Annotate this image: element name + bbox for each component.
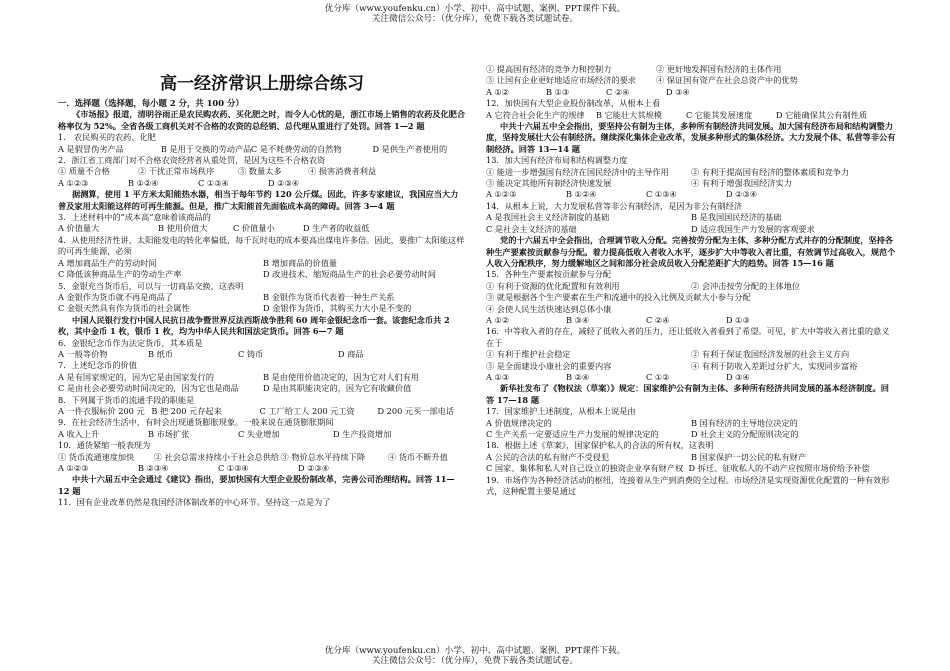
option-row xyxy=(58,258,466,269)
option-row xyxy=(58,429,466,440)
answer-option: D 拆迁、征收私人的不动产应按照市场价给予补偿 xyxy=(688,463,870,474)
question-stem: 17．国家维护上述制度，从根本上说是由 xyxy=(486,406,636,417)
answer-option: D 金银作为货币，其购买力大小是不变的 xyxy=(263,303,412,314)
option-row xyxy=(486,178,896,189)
header-line-2: 关注微信公众号：（优分库），免费下载各类试题试卷。 xyxy=(371,14,579,24)
question-stem: 3．上述材料中的“成本高”意味着该商品的 xyxy=(58,212,211,223)
answer-option: D 改进技术，缩短商品生产的社会必要劳动时间 xyxy=(263,269,436,280)
question-stem: 6．金银纪念币作为法定货币，其本质是 xyxy=(58,337,203,348)
option-row xyxy=(486,212,896,223)
footer-watermark xyxy=(0,646,950,666)
answer-option: D 商品 xyxy=(338,348,364,359)
footer-line-1: 优分库（www.youfenku.cn）小学、初中、高中试题、案例、PPT课件下载。 xyxy=(324,646,626,656)
option-row xyxy=(486,281,896,292)
question-stem: 15．各种生产要素按贡献参与分配 xyxy=(486,269,612,280)
answer-option: C 生产关系一定要适应生产力发展的规律决定的 xyxy=(486,429,659,439)
option-row xyxy=(486,361,896,372)
header-line-1: 优分库（www.youfenku.cn）小学、初中、高中试题、案例、PPT课件下载。 xyxy=(324,4,626,14)
option-row xyxy=(486,110,896,121)
question-stem: 4．从使用经济性讲，太阳能发电的转化率偏低，每千瓦时电的成本要高出煤电许多倍。因此，要推广太阳能这样的可再生能源，必须 xyxy=(58,234,465,257)
answer-option: D ③④ xyxy=(666,86,690,97)
answer-option: C 国家、集体和私人对自己设立的独资企业享有财产权 xyxy=(486,463,684,474)
answer-option: D ②③④ xyxy=(268,177,300,188)
section-heading: 一．选择题（选择题，每小题 2 分，共 100 分） xyxy=(58,98,244,108)
option-row xyxy=(486,87,896,98)
answer-option: D 它能确保其公有制性质 xyxy=(776,109,868,120)
option-row xyxy=(486,452,896,463)
answer-option: B 是用于交换的劳动产品 xyxy=(160,143,252,154)
material-passage: 中共十六届五中全会通过《建议》指出，要加快国有大型企业股份制改革，完善公司治理结构。回答 11—12 题 xyxy=(58,474,455,496)
answer-option: D ②③④ xyxy=(298,463,330,473)
answer-option: C ②④ xyxy=(606,86,630,97)
question-stem: 13．加大国有经济布局和结构调整力度 xyxy=(486,155,628,166)
right-questions xyxy=(486,64,896,497)
answer-option: ② 更好地发挥国有经济的主体作用 xyxy=(656,64,782,74)
answer-option: ④ 保证国有资产在社会总资产中的优势 xyxy=(656,75,798,86)
option-row xyxy=(486,189,896,200)
header-watermark xyxy=(0,4,950,24)
option-row xyxy=(58,292,466,303)
answer-option: A ①② xyxy=(486,314,510,325)
question-stem: 14．从根本上说，大力发展私营等非公有制经济，是因为非公有制经济 xyxy=(486,200,743,211)
answer-option: A 价值规律决定的 xyxy=(486,417,552,428)
option-row xyxy=(58,223,466,234)
answer-option: D 是供生产者使用的 xyxy=(372,143,448,154)
answer-option: B 使用价值大 xyxy=(158,223,208,234)
answer-option: B 它能壮大其规模 xyxy=(596,109,662,120)
option-row xyxy=(486,372,896,383)
material-passage: 《市场报》报道，清明谷雨正是农民购农药、买化肥之时，而令人心忧的是，浙江市场上销售的农药及化肥合格率仅为 52%。全省各级工商机关对不合格的农资的总经销、总代理从重进行了处罚。回答 1—2 题 xyxy=(58,109,466,131)
answer-option: D ③④ xyxy=(726,371,750,382)
question-stem: 5．金银充当货币后，可以与一切商品交换，这表明 xyxy=(58,280,244,291)
option-row xyxy=(58,349,466,360)
answer-option: A ①②③ xyxy=(58,463,89,473)
answer-option: ③ 数量太多 xyxy=(238,166,282,177)
option-row xyxy=(486,315,896,326)
answer-option: B 把 200 元存起来 xyxy=(151,405,222,416)
answer-option: B ②④ xyxy=(566,371,590,382)
answer-option: ② 干扰正常市场秩序 xyxy=(138,166,215,177)
answer-option: A 是假冒伪劣产品 xyxy=(58,143,124,154)
answer-option: A 公民的合法的私有财产不受侵犯 xyxy=(486,451,610,462)
answer-option: C ②④ xyxy=(646,314,670,325)
answer-option: B ②③④ xyxy=(138,463,169,473)
question-stem: 16．中等收入者的存在，减轻了低收入者的压力，还让低收入者看到了希望。可见，扩大中等收入者比重的意义在于 xyxy=(486,326,890,348)
option-row xyxy=(58,406,466,417)
answer-option: ④ 货币不断升值 xyxy=(387,451,448,462)
answer-option: B 国有经济的主导地位决定的 xyxy=(691,417,798,428)
answer-option: ③ 是全面建设小康社会的重要内容 xyxy=(486,360,612,371)
answer-option: ① 能进一步增强国有经济在国民经济中的主导作用 xyxy=(486,166,669,177)
answer-option: A ①② xyxy=(486,86,510,97)
question-stem: 7．上述纪念币的价值 xyxy=(58,360,137,371)
answer-option: B 增加商品的价值量 xyxy=(263,257,338,268)
answer-option: C ①② xyxy=(646,371,670,382)
answer-option: ① 有利于资源的优化配置和有效利用 xyxy=(486,280,620,291)
footer-line-2: 关注微信公众号：（优分库），免费下载各类试题试卷。 xyxy=(371,656,579,666)
answer-option: C 金银天然具有作为货币的社会属性 xyxy=(58,303,190,314)
answer-option: B 市场扩张 xyxy=(148,428,190,439)
answer-option: C 铸币 xyxy=(238,348,264,359)
answer-option: C ①③④ xyxy=(218,463,249,473)
answer-option: B 是我国国民经济的基础 xyxy=(691,212,782,223)
option-row xyxy=(486,64,896,75)
answer-option: B ①②④ xyxy=(128,177,159,188)
answer-option: C 工厂给工人 200 元工资 xyxy=(259,405,355,416)
option-row xyxy=(58,178,466,189)
material-passage: 党的十六届五中全会指出，合理调节收入分配。完善按劳分配为主体、多种分配方式并存的分配制度，坚持各种生产要素按贡献参与分配。着力提高低收入者收入水平，逐步扩大中等收入者比重，有效调节过高收入，规范个人收入分配秩序，努力缓解地区之间和部分社会成员收入分配差距扩大的趋势。回答 15—16 题 xyxy=(486,235,896,268)
option-row xyxy=(486,167,896,178)
option-row xyxy=(58,372,466,383)
answer-option: ② 有利于提高国有经济的整体素质和竞争力 xyxy=(691,166,850,177)
answer-option: ④ 损害消费者利益 xyxy=(308,166,377,177)
question-stem: 19．市场作为各种经济活动的枢纽，连接着从生产到消费的全过程。市场经济是实现资源优化配置的一种有效形式，这种配置主要是通过 xyxy=(486,474,890,497)
answer-option: C 失业增加 xyxy=(238,428,280,439)
option-row xyxy=(58,166,466,177)
answer-option: C 是不耗费劳动的自然物 xyxy=(250,143,342,154)
answer-option: B ③④ xyxy=(566,314,590,325)
option-row xyxy=(486,349,896,360)
answer-option: A ①③ xyxy=(486,371,510,382)
answer-option: ③ 能决定其他所有制经济快速发展 xyxy=(486,178,612,189)
option-row xyxy=(486,429,896,440)
answer-option: ① 提高国有经济的竞争力和控制力 xyxy=(486,64,612,74)
answer-option: ② 社会总需求持续小于社会总供给 xyxy=(153,451,280,462)
answer-option: B 是由使用价值决定的，因为它对人们有用 xyxy=(263,371,419,382)
answer-option: A 价值量大 xyxy=(58,223,100,234)
material-passage: 中国人民银行发行中国人民抗日战争暨世界反法西斯战争胜利 60 周年金银纪念币一套。该套纪念币共 2 枚，其中金币 1 枚，银币 1 枚，均为中华人民共和国法定货币。回答 6—7 题 xyxy=(58,314,450,337)
answer-option: A 增加商品生产的劳动时间 xyxy=(58,257,157,268)
answer-option: D ①③ xyxy=(726,314,750,325)
left-questions xyxy=(58,109,466,508)
answer-option: A 收入上升 xyxy=(58,428,100,439)
answer-option: ④ 有利于增强我国经济实力 xyxy=(691,178,792,189)
question-stem: 9．在社会经济生活中，有时会出现通货膨胀现象。一般来说在通货膨胀期间 xyxy=(58,417,334,428)
answer-option: D 生产者的收益低 xyxy=(303,223,370,234)
answer-option: ① 质量不合格 xyxy=(58,166,110,177)
answer-option: B 国家保护一切公民的私有财产 xyxy=(691,451,807,462)
answer-option: ② 有利于保证我国经济发展的社会主义方向 xyxy=(691,349,850,360)
answer-option: A ①②③ xyxy=(486,189,517,200)
answer-option: ① 货币流通速度加快 xyxy=(58,451,135,462)
answer-option: A 金银作为货币就不再是商品了 xyxy=(58,291,173,302)
answer-option: C ①③④ xyxy=(198,177,229,188)
answer-option: A 它符合社会化生产的规律 xyxy=(486,109,585,120)
answer-option: C 降低该种商品生产的劳动生产率 xyxy=(58,269,182,280)
option-row xyxy=(58,452,466,463)
option-row xyxy=(486,224,896,235)
answer-option: B ①②④ xyxy=(566,189,597,200)
option-row xyxy=(486,75,896,86)
answer-option: C 它能其发展速度 xyxy=(686,109,753,120)
answer-option: ③ 物价总水平持续下降 xyxy=(280,451,366,462)
page-title: 高一经济常识上册综合练习 xyxy=(160,74,364,94)
question-stem: ③ 就是根据各个生产要素在生产和流通中的投入比例及贡献大小参与分配 xyxy=(486,292,751,303)
material-passage: 新华社发布了《物权法（草案）》规定：国家维护公有制为主体、多种所有经济共同发展的基本经济制度。回答 17—18 题 xyxy=(486,383,889,405)
option-row xyxy=(58,269,466,280)
answer-option: A 一般等价物 xyxy=(58,348,108,359)
answer-option: D 200 元买一部电话 xyxy=(377,405,455,416)
option-row xyxy=(58,383,466,394)
answer-option: D ②③④ xyxy=(726,189,758,200)
answer-option: ④ 有利于防收入差距过分扩大，实现同步富裕 xyxy=(691,360,858,371)
option-row xyxy=(486,463,896,474)
option-row xyxy=(58,463,466,474)
question-stem: 10．通货紧缩一般表现为 xyxy=(58,440,151,451)
answer-option: A 是有国家规定的，因为它是由国家发行的 xyxy=(58,371,214,382)
answer-option: D 生产投资增加 xyxy=(333,428,392,439)
answer-option: A 一件衣服标价 200 元 xyxy=(58,405,145,416)
right-column xyxy=(486,64,896,497)
material-passage: 中共十六届五中全会指出，要坚持公有制为主体，多种所有制经济共同发展。加大国有经济布局和结构调整力度，坚持发展壮大公有制经济。继续深化集体企业改革，发展多种形式的集体经济。大力发展个体、私营等非公有制经济。回答 13—14 题 xyxy=(486,121,896,154)
option-row xyxy=(58,144,466,155)
question-stem: 18．根据上述《草案》，国家保护私人的合法的所有权，这表明 xyxy=(486,440,714,451)
question-stem: ④ 会使人民生活快速达到总体小康 xyxy=(486,303,612,314)
answer-option: D 适应我国生产力发展的客观要求 xyxy=(691,223,815,234)
answer-option: ② 会冲击按劳分配的主体地位 xyxy=(691,280,801,291)
question-stem: 2．浙江省工商部门对不合格农资经营者从重处罚，是因为这些不合格农资 xyxy=(58,155,326,166)
left-column xyxy=(58,65,466,509)
question-stem: 1. 农民购买的农药、化肥 xyxy=(58,132,156,143)
answer-option: ① 有利于维护社会稳定 xyxy=(486,349,571,360)
answer-option: B 纸币 xyxy=(148,348,173,359)
answer-option: B 金银作为货币代表着一种生产关系 xyxy=(263,291,395,302)
answer-option: D 是由其职能决定的，因为它有收藏价值 xyxy=(263,383,412,394)
answer-option: B ①③ xyxy=(546,86,570,97)
answer-option: A ①②③ xyxy=(58,177,89,188)
answer-option: ③ 让国有企业更好地适应市场经济的要求 xyxy=(486,75,636,86)
answer-option: C 是由社会必要劳动时间决定的，因为它也是商品 xyxy=(58,383,239,394)
question-stem: 11．国有企业改革仍然是我国经济体制改革的中心环节。坚持这一点是为了 xyxy=(58,497,331,508)
answer-option: C 价值量小 xyxy=(233,223,275,234)
answer-option: D 社会主义的分配原则决定的 xyxy=(691,429,799,439)
answer-option: C ①③④ xyxy=(646,189,677,200)
question-stem: 8．下列属于货币的流通手段的职能是 xyxy=(58,394,195,405)
material-passage: 据测算，使用 1 平方米太阳能热水器，相当于每年节约 120 公斤煤。因此，许多专家建议，我国应当大力普及家用太阳能这样的可再生能源。但是，推广太阳能首先面临成本高的障碍。回答 3—4 题 xyxy=(58,189,459,211)
answer-option: A 是我国社会主义经济制度的基础 xyxy=(486,212,610,223)
option-row xyxy=(486,418,896,429)
answer-option: C 是社会主义经济的基础 xyxy=(486,223,577,234)
question-stem: 12．加快国有大型企业股份制改革，从根本上看 xyxy=(486,98,661,109)
option-row xyxy=(58,303,466,314)
